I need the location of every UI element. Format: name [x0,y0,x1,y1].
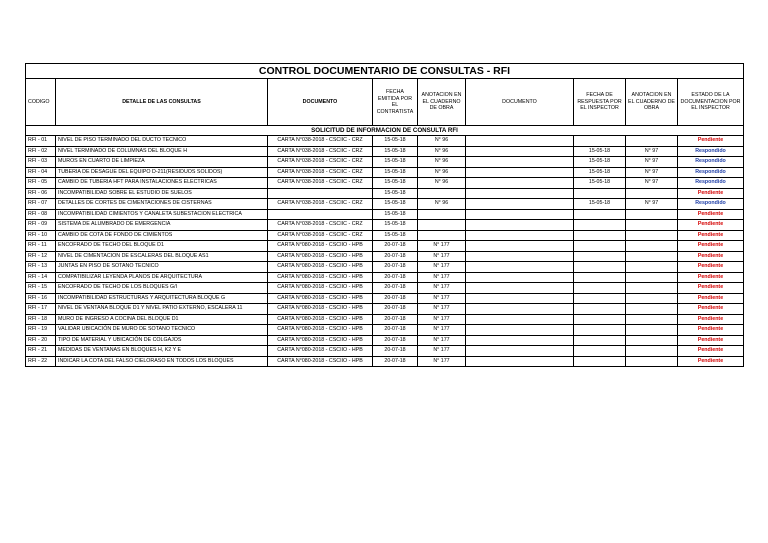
cell-code: RFI - 10 [26,230,56,241]
status-badge: Pendiente [678,188,744,199]
cell-fecha-emitida: 20-07-18 [373,356,418,367]
status-badge: Pendiente [678,293,744,304]
status-badge: Pendiente [678,325,744,336]
cell-fecha-emitida: 20-07-18 [373,262,418,273]
cell-anotacion [418,209,466,220]
table-row [26,146,744,157]
table-row [26,314,744,325]
table-row [26,241,744,252]
header-fecha-emitida: FECHA EMITIDA POR EL CONTRATISTA [373,79,418,126]
cell-anotacion-respuesta: N° 97 [626,157,678,168]
cell-anotacion: N° 96 [418,167,466,178]
cell-code: RFI - 16 [26,293,56,304]
cell-fecha-emitida: 20-07-18 [373,293,418,304]
status-badge: Pendiente [678,136,744,147]
cell-anotacion-respuesta [626,346,678,357]
cell-anotacion-respuesta [626,314,678,325]
header-estado: ESTADO DE LA DOCUMENTACION POR EL INSPECTOR [678,79,744,126]
cell-anotacion-respuesta [626,335,678,346]
cell-anotacion: N° 177 [418,272,466,283]
status-badge: Pendiente [678,335,744,346]
cell-document: CARTA N°080-2018 - CSCIIO - HPB [268,272,373,283]
cell-fecha-emitida: 15-05-18 [373,167,418,178]
cell-fecha-respuesta: 15-05-18 [574,157,626,168]
cell-code: RFI - 19 [26,325,56,336]
cell-fecha-emitida: 20-07-18 [373,272,418,283]
cell-anotacion-respuesta: N° 97 [626,178,678,189]
cell-document: CARTA N°038-2018 - CSCIIC - CRZ [268,146,373,157]
header-documento-respuesta: DOCUMENTO [466,79,574,126]
table-row [26,251,744,262]
title-row [26,64,744,79]
cell-documento-respuesta [466,157,574,168]
cell-fecha-emitida: 15-05-18 [373,178,418,189]
table-row [26,262,744,273]
cell-anotacion: N° 177 [418,262,466,273]
cell-code: RFI - 18 [26,314,56,325]
cell-anotacion-respuesta [626,304,678,315]
table-row [26,335,744,346]
cell-document: CARTA N°080-2018 - CSCIIO - HPB [268,346,373,357]
cell-detail: NIVEL DE PISO TERMINADO DEL DUCTO TECNICO [56,136,268,147]
cell-detail: ENCOFRADO DE TECHO DEL BLOQUE D1 [56,241,268,252]
cell-fecha-respuesta: 15-05-18 [574,146,626,157]
cell-fecha-emitida: 20-07-18 [373,241,418,252]
cell-document: CARTA N°080-2018 - CSCIIO - HPB [268,251,373,262]
cell-detail: INCOMPATIBILIDAD CIMIENTOS Y CANALETA SUBESTACION ELECTRICA [56,209,268,220]
cell-anotacion-respuesta [626,356,678,367]
cell-code: RFI - 05 [26,178,56,189]
cell-documento-respuesta [466,304,574,315]
cell-anotacion-respuesta [626,188,678,199]
cell-document: CARTA N°038-2018 - CSCIIC - CRZ [268,136,373,147]
table-row [26,157,744,168]
cell-document: CARTA N°038-2018 - CSCIIC - CRZ [268,220,373,231]
cell-documento-respuesta [466,325,574,336]
cell-anotacion-respuesta [626,325,678,336]
cell-anotacion: N° 96 [418,157,466,168]
cell-anotacion: N° 96 [418,199,466,210]
header-anotacion: ANOTACION EN EL CUADERNO DE OBRA [418,79,466,126]
cell-fecha-respuesta [574,230,626,241]
cell-detail: TUBERIA DE DESAGUE DEL EQUIPO D-211(RESIDUOS SOLIDOS) [56,167,268,178]
cell-fecha-emitida: 15-05-18 [373,199,418,210]
cell-code: RFI - 14 [26,272,56,283]
cell-documento-respuesta [466,146,574,157]
cell-anotacion-respuesta [626,293,678,304]
status-badge: Pendiente [678,220,744,231]
status-badge: Pendiente [678,262,744,273]
cell-documento-respuesta [466,346,574,357]
cell-fecha-emitida: 20-07-18 [373,283,418,294]
cell-code: RFI - 02 [26,146,56,157]
cell-documento-respuesta [466,167,574,178]
cell-documento-respuesta [466,199,574,210]
cell-fecha-respuesta [574,356,626,367]
cell-detail: MUROS EN CUARTO DE LIMPIEZA [56,157,268,168]
cell-anotacion-respuesta [626,220,678,231]
cell-document: CARTA N°080-2018 - CSCIIO - HPB [268,335,373,346]
cell-documento-respuesta [466,230,574,241]
cell-documento-respuesta [466,220,574,231]
cell-detail: NIVEL DE CIMENTACION DE ESCALERAS DEL BLOQUE AS1 [56,251,268,262]
cell-detail: TIPO DE MATERIAL Y UBICACIÓN DE COLGAJOS [56,335,268,346]
cell-fecha-emitida: 15-05-18 [373,157,418,168]
cell-fecha-respuesta [574,209,626,220]
cell-fecha-respuesta [574,136,626,147]
cell-detail: CAMBIO DE TUBERIA HFT PARA INSTALACIONES ELECTRICAS [56,178,268,189]
cell-code: RFI - 21 [26,346,56,357]
cell-code: RFI - 09 [26,220,56,231]
status-badge: Pendiente [678,356,744,367]
cell-fecha-respuesta [574,220,626,231]
cell-anotacion-respuesta [626,136,678,147]
table-row [26,272,744,283]
cell-anotacion-respuesta: N° 97 [626,199,678,210]
status-badge: Pendiente [678,251,744,262]
cell-anotacion-respuesta: N° 97 [626,167,678,178]
status-badge: Pendiente [678,346,744,357]
status-badge: Respondido [678,199,744,210]
cell-code: RFI - 01 [26,136,56,147]
cell-documento-respuesta [466,136,574,147]
cell-code: RFI - 20 [26,335,56,346]
table-row [26,220,744,231]
status-badge: Respondido [678,157,744,168]
cell-document: CARTA N°038-2018 - CSCIIC - CRZ [268,230,373,241]
cell-document: CARTA N°038-2018 - CSCIIC - CRZ [268,167,373,178]
cell-anotacion: N° 96 [418,136,466,147]
cell-code: RFI - 15 [26,283,56,294]
cell-fecha-emitida: 20-07-18 [373,251,418,262]
table-row [26,230,744,241]
cell-fecha-emitida: 15-05-18 [373,220,418,231]
cell-detail: ENCOFRADO DE TECHO DE LOS BLOQUES G/I [56,283,268,294]
cell-fecha-emitida: 15-05-18 [373,146,418,157]
cell-fecha-respuesta [574,251,626,262]
table-row [26,136,744,147]
cell-anotacion [418,220,466,231]
table-row [26,209,744,220]
cell-document [268,188,373,199]
cell-fecha-respuesta: 15-05-18 [574,167,626,178]
section-label: SOLICITUD DE INFORMACION DE CONSULTA RFI [26,126,744,136]
cell-anotacion: N° 96 [418,178,466,189]
cell-detail: NIVEL TERMINADO DE COLUMNAS DEL BLOQUE H [56,146,268,157]
cell-fecha-emitida: 15-05-18 [373,230,418,241]
cell-document: CARTA N°080-2018 - CSCIIO - HPB [268,304,373,315]
cell-anotacion: N° 177 [418,325,466,336]
cell-fecha-emitida: 20-07-18 [373,325,418,336]
header-codigo: CODIGO [26,79,56,126]
cell-anotacion: N° 177 [418,251,466,262]
header-anotacion-respuesta: ANOTACION EN EL CUADERNO DE OBRA [626,79,678,126]
cell-document: CARTA N°080-2018 - CSCIIO - HPB [268,241,373,252]
cell-anotacion: N° 177 [418,283,466,294]
table-row [26,167,744,178]
cell-document: CARTA N°038-2018 - CSCIIC - CRZ [268,178,373,189]
cell-anotacion-respuesta [626,262,678,273]
table-row [26,356,744,367]
cell-documento-respuesta [466,262,574,273]
cell-anotacion: N° 177 [418,304,466,315]
cell-fecha-respuesta [574,262,626,273]
cell-documento-respuesta [466,241,574,252]
status-badge: Pendiente [678,230,744,241]
cell-documento-respuesta [466,283,574,294]
cell-fecha-respuesta [574,241,626,252]
cell-fecha-respuesta [574,188,626,199]
cell-anotacion: N° 177 [418,335,466,346]
cell-anotacion-respuesta [626,230,678,241]
cell-document: CARTA N°080-2018 - CSCIIO - HPB [268,356,373,367]
cell-detail: DETALLES DE CORTES DE CIMENTACIONES DE CISTERNAS [56,199,268,210]
cell-anotacion: N° 177 [418,356,466,367]
cell-code: RFI - 06 [26,188,56,199]
cell-anotacion-respuesta [626,209,678,220]
table-row [26,346,744,357]
header-fecha-respuesta: FECHA DE RESPUESTA POR EL INSPECTOR [574,79,626,126]
cell-detail: MURO DE INGRESO A COCINA DEL BLOQUE D1 [56,314,268,325]
cell-anotacion: N° 96 [418,146,466,157]
table-row [26,304,744,315]
cell-anotacion-respuesta [626,251,678,262]
cell-documento-respuesta [466,272,574,283]
cell-document: CARTA N°080-2018 - CSCIIO - HPB [268,283,373,294]
cell-fecha-respuesta [574,325,626,336]
cell-document: CARTA N°080-2018 - CSCIIO - HPB [268,262,373,273]
cell-fecha-emitida: 20-07-18 [373,304,418,315]
cell-fecha-emitida: 15-05-18 [373,188,418,199]
cell-detail: SISTEMA DE ALUMBRADO DE EMERGENCIA [56,220,268,231]
cell-document: CARTA N°080-2018 - CSCIIO - HPB [268,314,373,325]
cell-fecha-respuesta [574,283,626,294]
cell-document: CARTA N°038-2018 - CSCIIC - CRZ [268,199,373,210]
status-badge: Respondido [678,167,744,178]
cell-code: RFI - 11 [26,241,56,252]
cell-anotacion: N° 177 [418,346,466,357]
status-badge: Respondido [678,146,744,157]
table-row [26,188,744,199]
rfi-table [25,63,744,367]
cell-code: RFI - 17 [26,304,56,315]
cell-anotacion-respuesta [626,272,678,283]
cell-anotacion [418,188,466,199]
cell-anotacion [418,230,466,241]
cell-detail: JUNTAS EN PISO DE SOTANO TECNICO [56,262,268,273]
cell-code: RFI - 12 [26,251,56,262]
cell-detail: INDICAR LA COTA DEL FALSO CIELORASO EN TODOS LOS BLOQUES [56,356,268,367]
cell-documento-respuesta [466,356,574,367]
cell-detail: CAMBIO DE COTA DE FONDO DE CIMIENTOS [56,230,268,241]
cell-fecha-emitida: 15-05-18 [373,209,418,220]
cell-document: CARTA N°080-2018 - CSCIIO - HPB [268,325,373,336]
cell-documento-respuesta [466,293,574,304]
cell-fecha-emitida: 15-05-18 [373,136,418,147]
table-row [26,325,744,336]
cell-detail: MEDIDAS DE VENTANAS EN BLOQUES H, K2 Y E [56,346,268,357]
header-detalle: DETALLE DE LAS CONSULTAS [56,79,268,126]
cell-detail: COMPATIBILIZAR LEYENDA PLANOS DE ARQUITECTURA [56,272,268,283]
cell-fecha-emitida: 20-07-18 [373,314,418,325]
cell-documento-respuesta [466,251,574,262]
table-row [26,199,744,210]
status-badge: Pendiente [678,283,744,294]
cell-anotacion: N° 177 [418,314,466,325]
cell-anotacion: N° 177 [418,241,466,252]
cell-code: RFI - 13 [26,262,56,273]
cell-fecha-respuesta [574,314,626,325]
cell-documento-respuesta [466,209,574,220]
header-documento: DOCUMENTO [268,79,373,126]
cell-documento-respuesta [466,188,574,199]
status-badge: Pendiente [678,272,744,283]
cell-documento-respuesta [466,178,574,189]
cell-documento-respuesta [466,314,574,325]
rfi-control-sheet [25,63,743,367]
cell-anotacion-respuesta [626,241,678,252]
cell-detail: VALIDAR UBICACIÓN DE MURO DE SOTANO TECNICO [56,325,268,336]
cell-code: RFI - 08 [26,209,56,220]
cell-fecha-emitida: 20-07-18 [373,335,418,346]
header-row [26,79,744,126]
cell-code: RFI - 03 [26,157,56,168]
cell-document [268,209,373,220]
table-row [26,293,744,304]
cell-document: CARTA N°080-2018 - CSCIIO - HPB [268,293,373,304]
cell-code: RFI - 04 [26,167,56,178]
cell-detail: NIVEL DE VENTANA BLOQUE D1 Y NIVEL PATIO EXTERNO, ESCALERA 11 [56,304,268,315]
section-row [26,126,744,136]
table-row [26,283,744,294]
status-badge: Pendiente [678,209,744,220]
table-row [26,178,744,189]
cell-code: RFI - 07 [26,199,56,210]
cell-documento-respuesta [466,335,574,346]
cell-anotacion-respuesta: N° 97 [626,146,678,157]
cell-anotacion: N° 177 [418,293,466,304]
cell-fecha-respuesta [574,304,626,315]
cell-anotacion-respuesta [626,283,678,294]
cell-code: RFI - 22 [26,356,56,367]
status-badge: Pendiente [678,304,744,315]
cell-fecha-respuesta [574,346,626,357]
cell-document: CARTA N°038-2018 - CSCIIC - CRZ [268,157,373,168]
cell-fecha-respuesta: 15-05-18 [574,178,626,189]
cell-fecha-respuesta: 15-05-18 [574,199,626,210]
status-badge: Pendiente [678,314,744,325]
cell-detail: INCOMPATIBILIDAD ESTRUCTURAS Y ARQUITECTURA BLOQUE G [56,293,268,304]
cell-fecha-emitida: 20-07-18 [373,346,418,357]
status-badge: Pendiente [678,241,744,252]
cell-fecha-respuesta [574,335,626,346]
cell-detail: INCOMPATIBILIDAD SOBRE EL ESTUDIO DE SUELOS [56,188,268,199]
status-badge: Respondido [678,178,744,189]
page-title: CONTROL DOCUMENTARIO DE CONSULTAS - RFI [26,64,744,79]
cell-fecha-respuesta [574,293,626,304]
cell-fecha-respuesta [574,272,626,283]
